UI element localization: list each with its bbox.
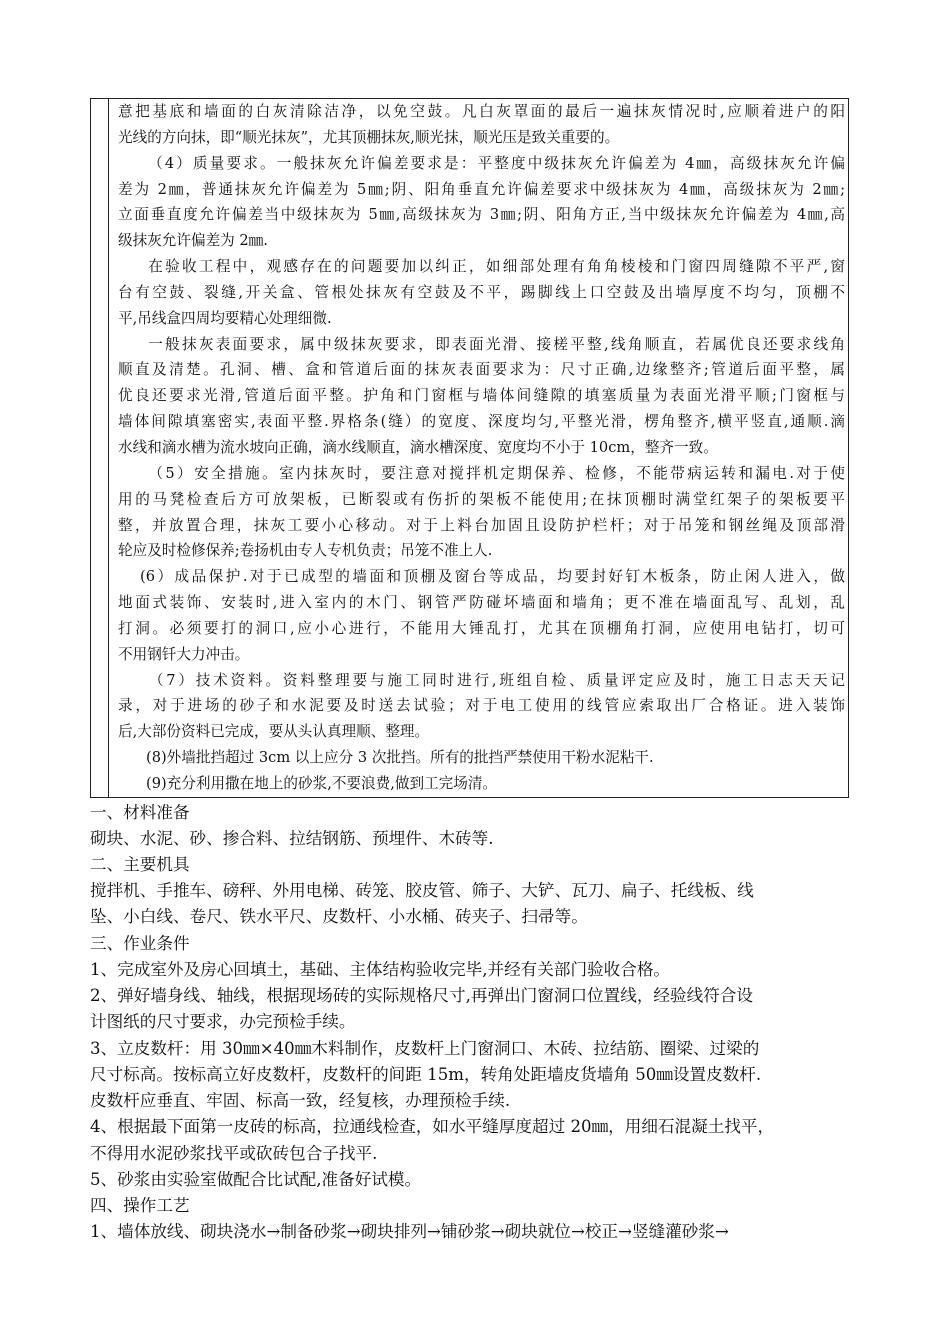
table-left-column: [91, 99, 109, 797]
body-line: 尺寸标高。按标高立好皮数杆，皮数杆的间距 15m，转角处距墙皮货墙角 50㎜设置皮数杆.: [90, 1064, 762, 1084]
cell-line: 光线的方向抹，即“顺光抹灰”，尤其顶棚抹灰,顺光抹，顺光压是致关重要的。: [118, 128, 620, 146]
cell-line: 地面式装饰、安装时,进入室内的木门、钢管严防碰坏墙面和墙角；更不准在墙面乱写、乱划，乱: [118, 594, 845, 612]
body-line: 1、墙体放线、砌块浇水→制备砂浆→砌块排列→铺砂浆→砌块就位→校正→竖缝灌砂浆→: [90, 1222, 729, 1242]
table-content-cell: [118, 99, 845, 797]
cell-line: （4）质量要求。一般抹灰允许偏差要求是：平整度中级抹灰允许偏差为 4㎜，高级抹灰允许偏: [146, 154, 845, 172]
cell-line: 立面垂直度允许偏差当中级抹灰为 5㎜,高级抹灰为 3㎜;阴、阳角方正,当中级抹灰允许偏差为 4㎜,高: [118, 206, 845, 224]
document-body: [90, 800, 860, 1245]
cell-line: 墙体间隙填塞密实,表面平整.界格条(缝）的宽度、深度均匀,平整光滑，楞角整齐,横平竖直,通顺.滴: [118, 413, 845, 431]
cell-line: 用的马凳检查后方可放架板，已断裂或有伤折的架板不能使用;在抹顶棚时满堂红架子的架板要平: [118, 490, 845, 508]
cell-line: (6）成品保护.对于已成型的墙面和顶棚及窗台等成品，均要封好钉木板条，防止闲人进入，做: [140, 568, 845, 586]
body-line: 皮数杆应垂直、牢固、标高一致，经复核，办理预检手续.: [90, 1091, 511, 1111]
cell-line: 录，对于进场的砂子和水泥要及时送去试验；对于电工使用的线管应索取出厂合格证。进入装饰: [118, 697, 845, 715]
body-line: 搅拌机、手推车、磅秤、外用电梯、砖笼、胶皮管、筛子、大铲、瓦刀、扁子、托线板、线: [90, 881, 754, 901]
cell-line: (9)充分利用撒在地上的砂浆,不要浪费,做到工完场清。: [146, 774, 498, 792]
cell-line: 顺直及清楚。孔洞、槽、盒和管道后面的抹灰表面要求为：尺寸正确,边缘整齐;管道后面平整，属: [118, 361, 845, 379]
body-line: 3、立皮数杆：用 30㎜×40㎜木料制作，皮数杆上门窗洞口、木砖、拉结筋、圈梁、过梁的: [90, 1038, 760, 1058]
spec-table: [90, 98, 849, 798]
cell-line: 台有空鼓、裂缝,开关盒、管根处抹灰有空鼓及不平，踢脚线上口空鼓及出墙厚度不均匀，顶棚不: [118, 283, 845, 301]
cell-line: 在验收工程中，观感存在的问题要加以纠正，如细部处理有角角棱棱和门窗四周缝隙不平严,窗: [146, 258, 845, 276]
cell-line: 一般抹灰表面要求，属中级抹灰要求，即表面光滑、接槎平整,线角顺直，若属优良还要求线角: [146, 335, 845, 353]
cell-line: 级抹灰允许偏差为 2㎜.: [118, 232, 268, 250]
section-heading: 三、作业条件: [90, 933, 190, 953]
body-line: 砌块、水泥、砂、掺合料、拉结钢筋、预埋件、木砖等.: [90, 828, 494, 848]
cell-line: 轮应及时检修保养;卷扬机由专人专机负责；吊笼不准上人.: [118, 542, 493, 560]
cell-line: 后,大部份资料已完成，要从头认真理顺、整理。: [118, 723, 430, 741]
section-heading: 一、材料准备: [90, 803, 190, 822]
cell-line: 平,吊线盒四周均要精心处理细微.: [118, 309, 332, 327]
cell-line: 差为 2㎜，普通抹灰允许偏差为 5㎜;阴、阳角垂直允许偏差要求中级抹灰为 4㎜，高级抹灰为 2㎜;: [118, 180, 845, 198]
cell-line: (8)外墙批挡超过 3cm 以上应分 3 次批挡。所有的批挡严禁使用干粉水泥粘干.: [146, 749, 654, 767]
body-line: 坠、小白线、卷尺、铁水平尺、皮数杆、小水桶、砖夹子、扫帚等。: [90, 907, 588, 927]
cell-line: （5）安全措施。室内抹灰时，要注意对搅拌机定期保养、检修，不能带病运转和漏电.对于使: [146, 464, 845, 482]
cell-line: 优良还要求光滑,管道后面平整。护角和门窗框与墙体间缝隙的填塞质量为表面光滑平顺;门窗框与: [118, 387, 845, 405]
cell-line: 水线和滴水槽为流水坡向正确，滴水线顺直，滴水槽深度、宽度均不小于 10cm，整齐一致。: [118, 438, 718, 456]
section-heading: 四、操作工艺: [90, 1196, 190, 1216]
body-line: 不得用水泥砂浆找平或砍砖包合子找平.: [90, 1143, 378, 1163]
body-line: 2、弹好墙身线、轴线，根据现场砖的实际规格尺寸,再弹出门窗洞口位置线，经验线符合设: [90, 985, 753, 1005]
cell-line: 整，并放置合理，抹灰工要小心移动。对于上料台加固且设防护栏杆；对于吊笼和钢丝绳及顶部滑: [118, 516, 845, 534]
body-line: 5、砂浆由实验室做配合比试配,准备好试模。: [90, 1169, 422, 1189]
cell-line: （7）技术资料。资料整理要与施工同时进行,班组自检、质量评定应及时，施工日志天天记: [146, 671, 845, 689]
body-line: 4、根据最下面第一皮砖的标高，拉通线检查，如水平缝厚度超过 20㎜，用细石混凝土找平，: [90, 1117, 775, 1137]
cell-line: 不用钢钎大力冲击。: [118, 645, 250, 663]
section-heading: 二、主要机具: [90, 855, 190, 875]
body-line: 1、完成室外及房心回填土，基础、主体结构验收完毕,并经有关部门验收合格。: [90, 959, 671, 979]
cell-line: 意把基底和墙面的白灰清除洁净，以免空鼓。凡白灰罩面的最后一遍抹灰情况时,应顺着进户的阳: [118, 103, 845, 120]
cell-line: 打洞。必须要打的洞口,应小心进行，不能用大锤乱打，尤其在顶棚角打洞，应使用电钻打，切可: [118, 619, 845, 637]
body-line: 计图纸的尺寸要求，办完预检手续。: [90, 1012, 356, 1032]
